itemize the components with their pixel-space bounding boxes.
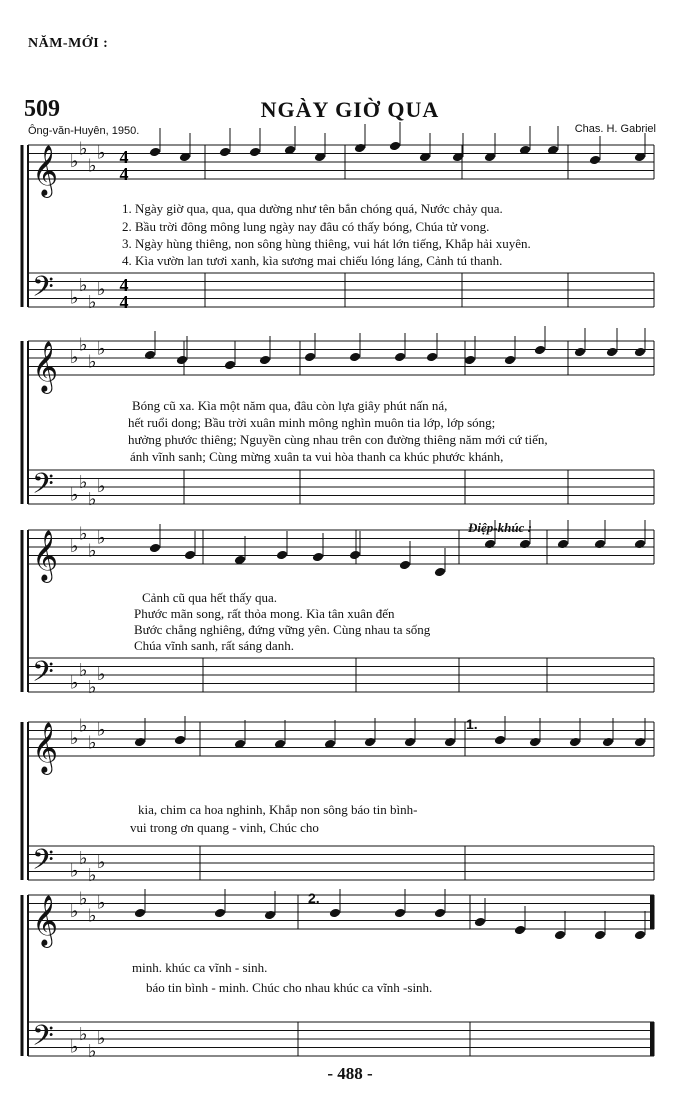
notehead [534,345,546,356]
flat-icon: ♭ [79,1023,88,1045]
time-signature-bottom: 4 [119,164,129,184]
notehead [594,539,606,550]
bass-clef-icon: 𝄢 [32,655,54,696]
lyric-line: Chúa vĩnh sanh, rất sáng danh. [134,638,294,653]
flat-icon: ♭ [88,351,97,373]
flat-icon: ♭ [97,664,106,685]
notehead [134,908,146,919]
refrain-label: Điệp-khúc : [468,520,532,535]
treble-clef-icon: 𝄞 [32,722,59,773]
treble-clef-icon: 𝄞 [32,530,59,581]
notehead [484,539,496,550]
translator-credit: Ông-văn-Huyên, 1950. [28,125,140,137]
section-heading: NĂM-MỚI : [28,36,109,51]
notehead [174,735,186,746]
lyric-line: vui trong ơn quang - vinh, Chúc cho [130,820,319,835]
notehead [134,737,146,748]
flat-icon: ♭ [97,892,106,914]
notehead [529,737,541,748]
flat-icon: ♭ [88,540,97,562]
flat-icon: ♭ [88,488,97,510]
flat-icon: ♭ [70,901,79,922]
flat-icon: ♭ [79,334,88,356]
flat-icon: ♭ [70,151,79,172]
notehead [394,908,406,919]
notehead [144,350,156,361]
notehead [634,539,646,550]
flat-icon: ♭ [70,287,79,309]
notehead [184,550,196,561]
lyric-line: báo tin bình - minh. Chúc cho nhau khúc ca vĩnh -sinh. [146,980,433,995]
notehead [149,147,161,158]
notehead [434,908,446,919]
bass-clef-icon: 𝄢 [32,843,54,884]
flat-icon: ♭ [88,1040,97,1062]
notehead [504,355,516,366]
lyric-line: 1. Ngày giờ qua, qua, qua dường như tên bắn chóng quá, Nước chảy qua. [122,201,503,216]
bass-clef-icon: 𝄢 [32,270,54,311]
lyric-line: kia, chim ca hoa nghinh, Khắp non sông báo tin bình- [138,802,418,817]
lyric-line: ánh vĩnh sanh; Cùng mừng xuân ta vui hòa thanh ca khúc phước khánh, [130,449,504,464]
time-signature-bottom-bass: 4 [119,292,129,312]
flat-icon: ♭ [97,719,106,741]
notehead [444,737,456,748]
notehead [399,560,411,571]
flat-icon: ♭ [88,732,97,754]
flat-icon: ♭ [97,852,106,873]
flat-icon: ♭ [79,715,88,737]
notehead [354,143,366,154]
flat-icon: ♭ [70,347,79,368]
flat-icon: ♭ [70,1036,79,1058]
flat-icon: ♭ [97,279,106,300]
final-barline [650,1022,654,1056]
notehead [149,543,161,554]
time-signature-top: 4 [119,147,129,167]
time-signature-top-bass: 4 [119,275,129,295]
notehead [224,360,236,371]
treble-clef-icon: 𝄞 [32,895,59,946]
lyric-line: Phước mãn song, rất thỏa mong. Kìa tân xuân đến [134,606,395,621]
notehead [602,737,614,748]
lyric-line: Cảnh cũ qua hết thấy qua. [142,590,278,605]
notehead [464,355,476,366]
notehead [554,930,566,941]
notehead [219,147,231,158]
lyric-line: minh. khúc ca vĩnh - sinh. [132,960,268,975]
flat-icon: ♭ [97,338,106,360]
notehead [514,925,526,936]
second-ending-label: 2. [308,890,320,906]
notehead [312,552,324,563]
first-ending-label: 1. [466,716,478,732]
notehead [259,355,271,366]
notehead [594,930,606,941]
notehead [176,355,188,366]
notehead [606,347,618,358]
lyric-line: hưởng phước thiêng; Nguyền cùng nhau trên con đường thiêng năm mới cứ tiến, [128,432,548,447]
flat-icon: ♭ [88,676,97,698]
flat-icon: ♭ [97,476,106,497]
flat-icon: ♭ [79,274,88,296]
notehead [276,550,288,561]
lyric-line: Bước chẳng nghiêng, đứng vững yên. Cùng nhau ta sống [134,622,431,637]
notehead [519,539,531,550]
notehead [569,737,581,748]
flat-icon: ♭ [79,138,88,160]
lyric-line: 2. Bầu trời đông mông lung ngày nay đâu có thấy bóng, Chúa tử vong. [122,219,490,234]
notehead [404,737,416,748]
flat-icon: ♭ [79,471,88,493]
lyric-line: Bóng cũ xa. Kìa một năm qua, đâu còn lựa giây phút nấn ná, [132,398,448,413]
flat-icon: ♭ [88,905,97,927]
flat-icon: ♭ [88,291,97,313]
flat-icon: ♭ [97,527,106,549]
notehead [634,930,646,941]
treble-clef-icon: 𝄞 [32,145,59,196]
notehead [634,347,646,358]
notehead [557,539,569,550]
final-barline [650,895,654,929]
flat-icon: ♭ [79,523,88,545]
notehead [394,352,406,363]
treble-clef-icon: 𝄞 [32,341,59,392]
composer-credit: Chas. H. Gabriel [574,123,656,135]
lyric-line: hết ruổi dong; Bầu trời xuân minh mông nghìn muôn tia lớp, lớp sóng; [128,415,496,430]
lyric-line: 4. Kìa vườn lan tươi xanh, kìa sương mai chiếu lóng láng, Cảnh tú thanh. [122,253,503,268]
notehead [349,550,361,561]
notehead [434,567,446,578]
flat-icon: ♭ [88,864,97,886]
notehead [364,737,376,748]
flat-icon: ♭ [88,155,97,177]
flat-icon: ♭ [97,1028,106,1049]
notehead [389,141,401,152]
notehead [574,347,586,358]
flat-icon: ♭ [70,484,79,506]
flat-icon: ♭ [70,536,79,557]
hymn-title: NGÀY GIỜ QUA [260,97,440,122]
notehead [589,155,601,166]
notehead [634,737,646,748]
bass-clef-icon: 𝄢 [32,1019,54,1060]
bass-clef-icon: 𝄢 [32,467,54,508]
flat-icon: ♭ [79,888,88,910]
flat-icon: ♭ [70,728,79,749]
notehead [494,735,506,746]
notehead [329,908,341,919]
flat-icon: ♭ [97,142,106,164]
notehead [264,910,276,921]
page-number: - 488 - [327,1064,373,1083]
notehead [474,917,486,928]
notehead [426,352,438,363]
flat-icon: ♭ [79,847,88,869]
notehead [214,908,226,919]
flat-icon: ♭ [70,672,79,694]
notehead [249,147,261,158]
flat-icon: ♭ [79,659,88,681]
lyric-line: 3. Ngày hùng thiêng, non sông hùng thiêng, vui hát lớn tiếng, Khắp hải xuyên. [122,236,531,251]
notehead [349,352,361,363]
notehead [304,352,316,363]
hymn-number: 509 [24,96,60,122]
flat-icon: ♭ [70,860,79,882]
